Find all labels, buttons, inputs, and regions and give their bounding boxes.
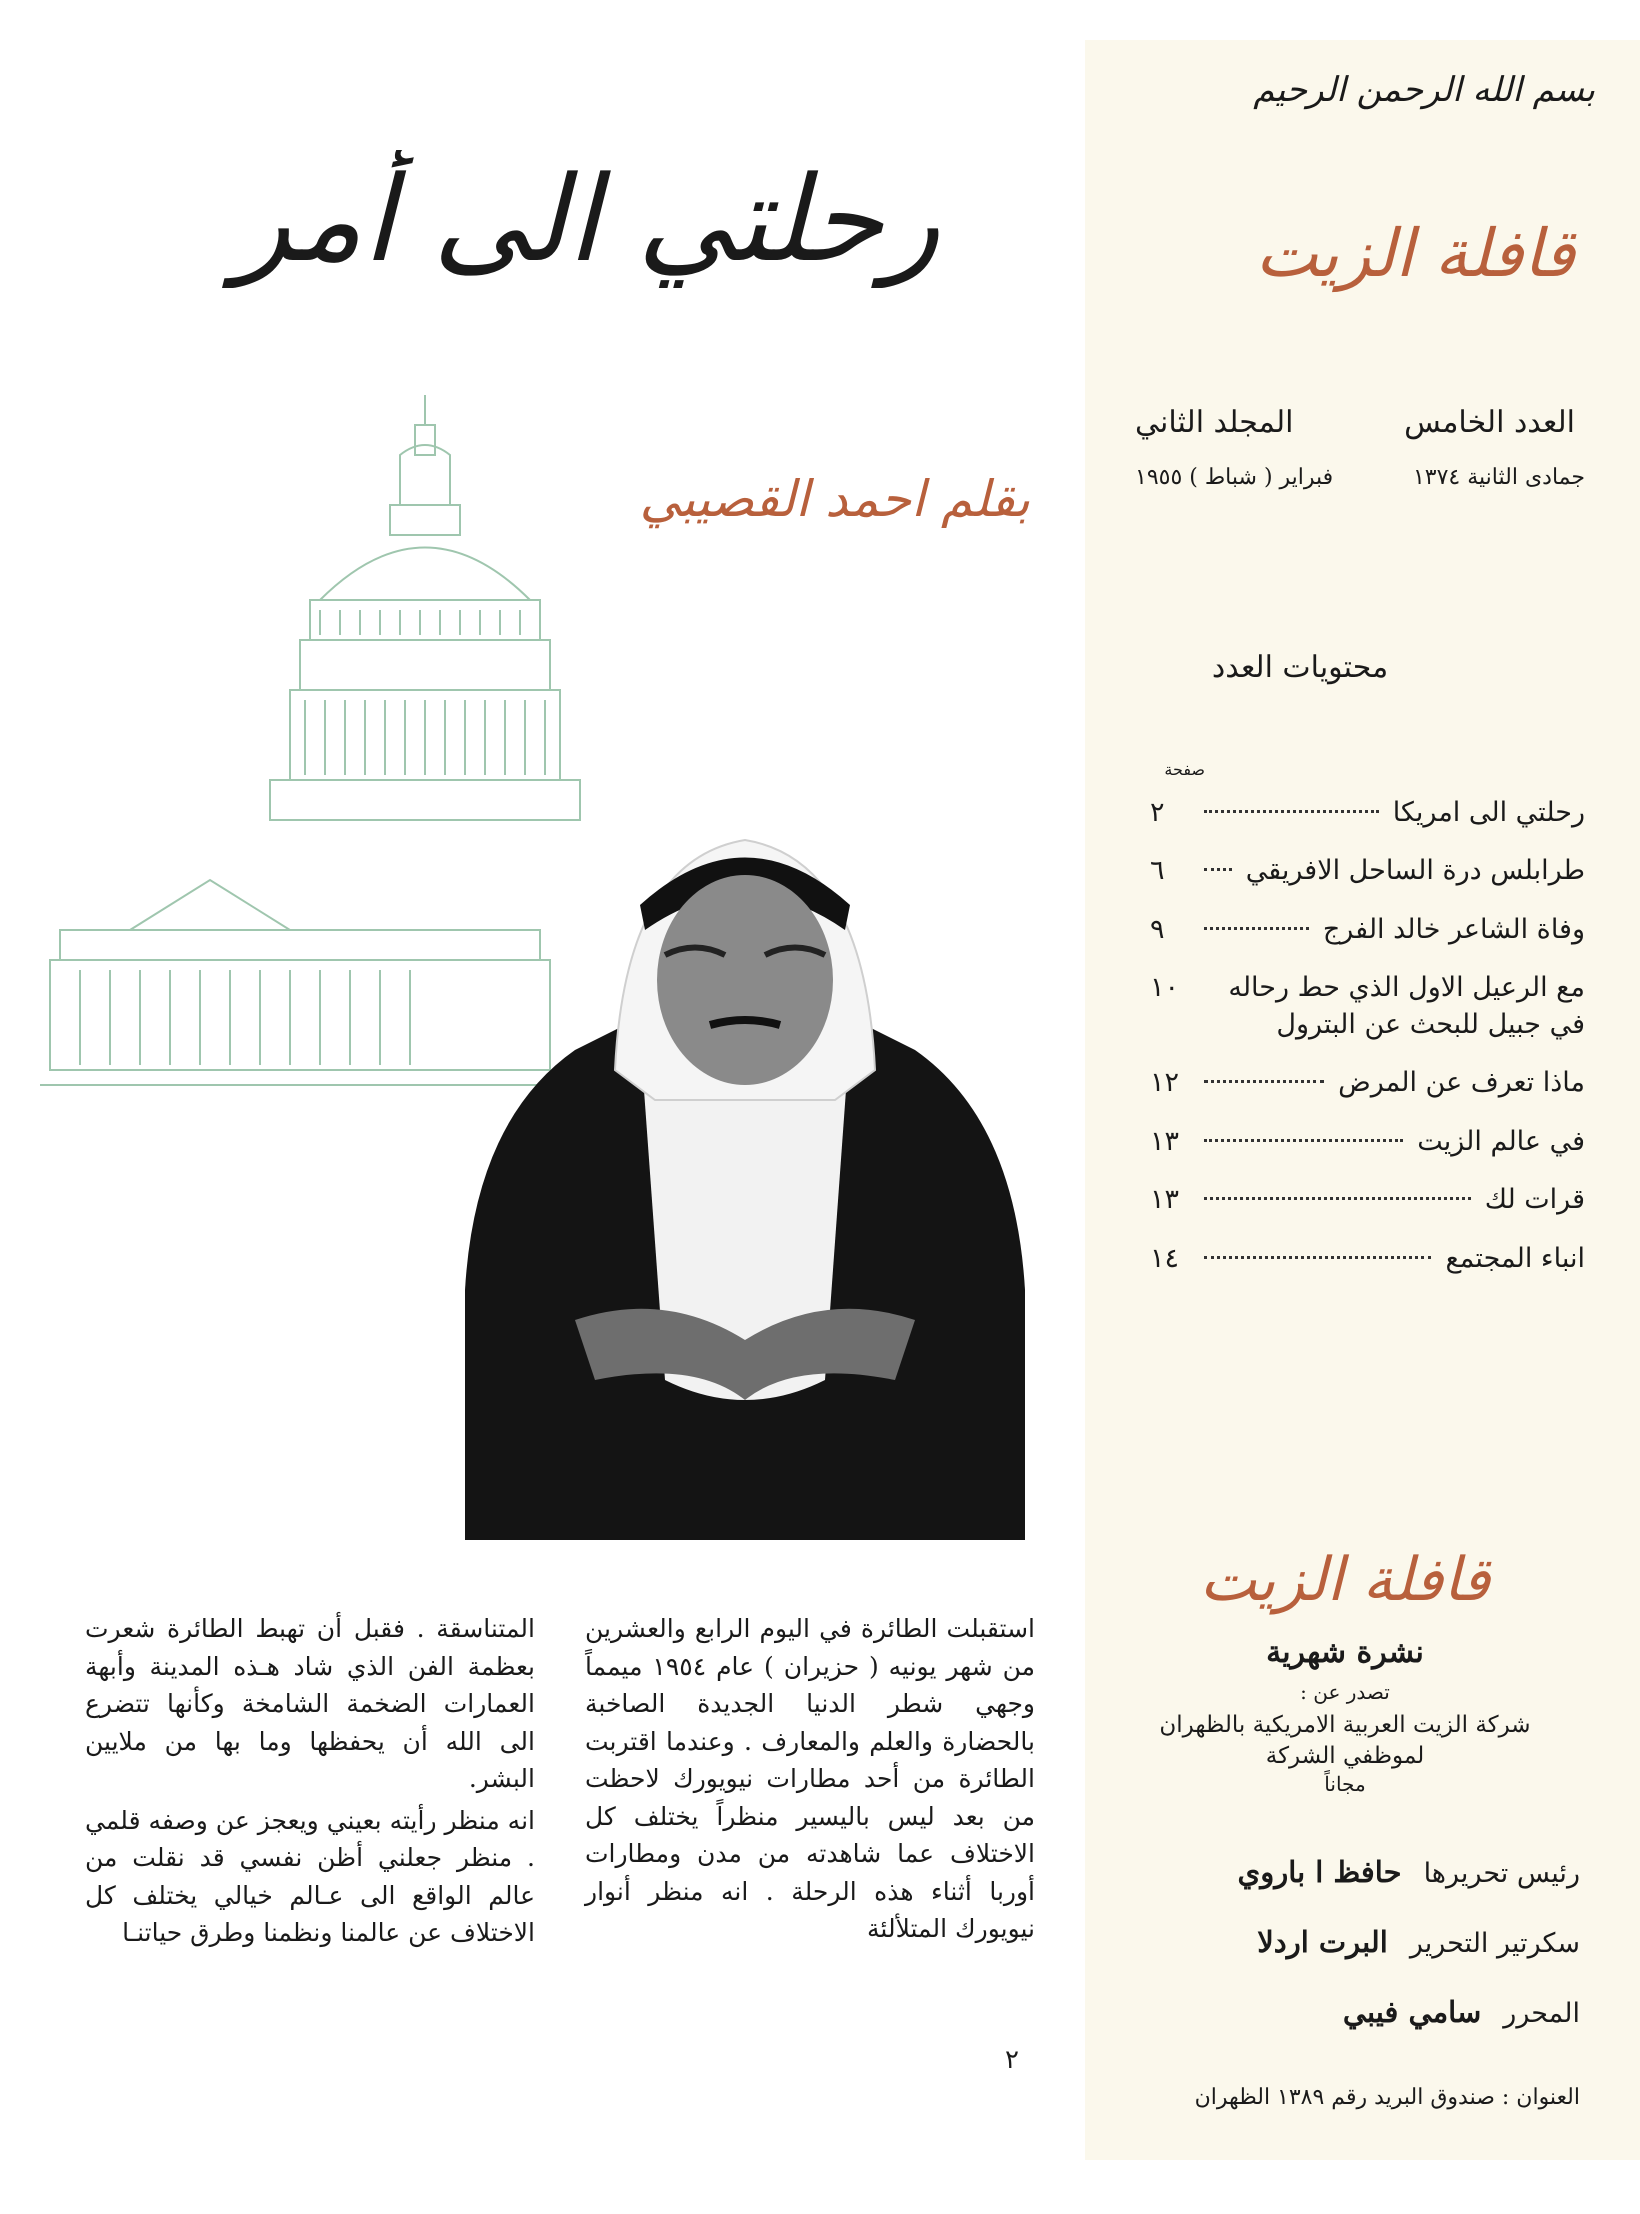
article-column [585,1610,1035,2030]
magazine-title: قافلة الزيت [1255,215,1575,292]
date-gregorian: فبراير ( شباط ) ١٩٥٥ [1135,465,1334,490]
toc-item[interactable] [1150,853,1585,889]
article-paragraph: المتناسقة . فقبل أن تهبط الطائرة شعرت بعظمة الفن الذي شاد هـذه المدينة وأبهة العمارات الضخمة الشامخة وكأنها تتضرع الى الله أن يحفظها وما بها من ملايين البشر. [85,1614,535,1793]
page-column-label: صفحة [1164,760,1205,779]
staff-row [1160,1855,1580,1889]
toc-item-title: ماذا تعرف عن المرض [1338,1067,1585,1099]
toc-item-page: ١٣ [1150,1184,1180,1216]
staff-role: المحرر [1503,1998,1580,2029]
contents-heading: محتويات العدد [1211,650,1389,685]
toc-leader-dots [1204,1197,1471,1200]
toc-leader-dots [1204,1139,1403,1142]
toc-leader-dots [1204,868,1232,871]
staff-role: سكرتير التحرير [1409,1928,1580,1959]
toc-item-page: ١٤ [1150,1242,1180,1274]
issue-row [1135,405,1575,440]
article-title: رحلتي الى أمر [233,150,940,288]
toc-leader-dots [1204,810,1379,813]
toc-item[interactable] [1150,795,1585,831]
date-row [1135,465,1585,490]
issued-by-label: تصدر عن : [1300,1680,1390,1704]
toc-leader-dots [1204,1080,1324,1083]
article-body [85,1610,1035,2030]
bismillah-heading: بسم الله الرحمن الرحيم [1253,70,1595,110]
toc-item-page: ٦ [1150,855,1165,887]
page-number: ٢ [1005,2045,1019,2075]
table-of-contents [1150,795,1585,1299]
publication-subtitle: نشرة شهرية [1266,1635,1424,1670]
issuer-line: شركة الزيت العربية الامريكية بالظهران [1159,1712,1531,1738]
toc-item-page: ٢ [1150,797,1165,828]
postal-address: العنوان : صندوق البريد رقم ١٣٨٩ الظهران [1194,2085,1580,2110]
toc-item-title: انباء المجتمع [1445,1242,1585,1274]
toc-item[interactable] [1150,1182,1585,1218]
toc-item-title: طرابلس درة الساحل الافريقي [1245,855,1585,887]
toc-item-title: قرات لك [1484,1184,1585,1216]
staff-row [1160,1995,1580,2029]
issue-number: العدد الخامس [1404,405,1575,440]
toc-item[interactable] [1150,1124,1585,1160]
toc-item-title: رحلتي الى امريكا [1392,797,1585,828]
toc-item-title: في عالم الزيت [1417,1125,1585,1157]
toc-item-page: ١٣ [1150,1125,1180,1157]
staff-row [1160,1925,1580,1959]
toc-leader-dots [1204,927,1309,930]
issuer-line: لموظفي الشركة [1265,1743,1425,1770]
toc-leader-dots [1204,1256,1431,1259]
article-paragraph: انه منظر رأيته بعيني ويعجز عن وصفه قلمي . منظر جعلني أظن نفسي قد نقلت من عالم الواقع الى عـالم خيالي يختلف كل الاختلاف عن عالمنا ونظمنا وطرق حياتنـا [85,1805,535,1947]
toc-item-title: مع الرعيل الاول الذي حط رحاله في جبيل للبحث عن البترول [1228,972,1585,1040]
toc-item[interactable] [1150,970,1585,1043]
date-hijri: جمادى الثانية ١٣٧٤ [1412,465,1585,490]
staff-list [1160,1855,1580,2065]
toc-item-title: وفاة الشاعر خالد الفرج [1322,913,1585,945]
article-paragraph: استقبلت الطائرة في اليوم الرابع والعشرين من شهر يونيه ( حزيران ) عام ١٩٥٤ ميمماً وجهي شطر الدنيا الجديدة الصاخبة بالحضارة والعلم والمعارف . وعندما اقتربت الطائرة من أحد مطارات نيويورك لاحظت من بعد ليس باليسير منظراً يختلف كل الاختلاف عما شاهدته من مدن ومطارات أوربا أثناء هذه الرحلة . انه منظر أنوار نيويورك المتلألئة [585,1614,1036,1943]
magazine-title-masthead: قافلة الزيت [1199,1545,1491,1615]
toc-item-page: ١٠ [1150,972,1180,1004]
free-label: مجاناً [1324,1772,1366,1797]
staff-name: سامي فيبي [1342,1995,1482,2029]
toc-item-page: ١٢ [1150,1067,1180,1099]
toc-item[interactable] [1150,1241,1585,1277]
toc-item-page: ٩ [1150,913,1165,945]
staff-role: رئيس تحريرها [1423,1858,1580,1889]
publication-info [1135,1635,1555,1802]
toc-item[interactable] [1150,1065,1585,1101]
article-column [85,1610,535,2030]
staff-name: البرت اردلا [1257,1925,1388,1959]
author-portrait-photo [465,820,1025,1540]
toc-item[interactable] [1150,912,1585,948]
staff-name: حافظ ا باروي [1237,1855,1402,1889]
volume-number: المجلد الثاني [1135,405,1294,440]
article-byline: بقلم احمد القصيبي [639,470,1030,528]
